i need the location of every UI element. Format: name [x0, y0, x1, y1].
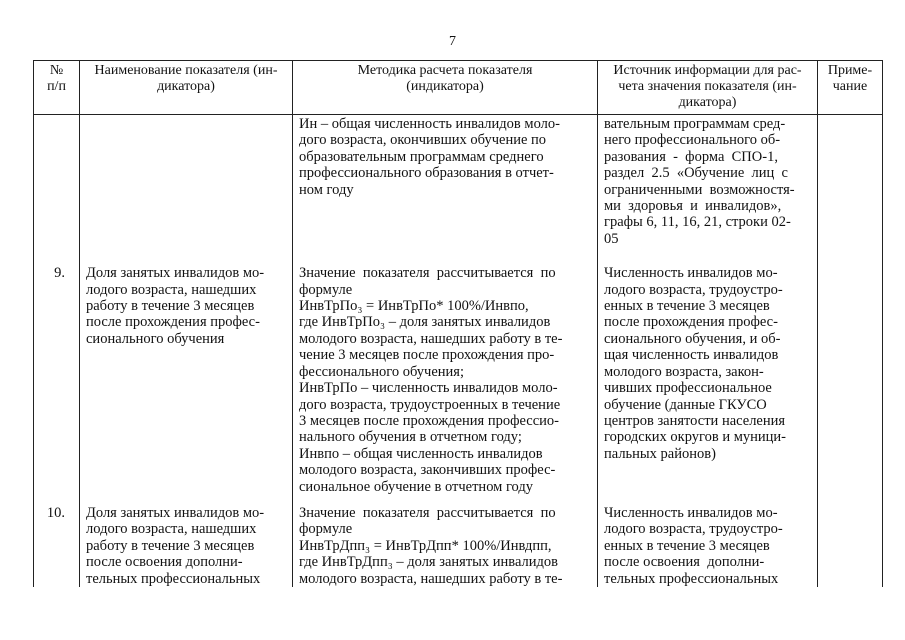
- indicators-table: [33, 60, 883, 587]
- row-number: [34, 115, 80, 266]
- header-source: Источник информации для рас- чета значения показателя (ин- дикатора): [598, 61, 818, 115]
- calculation-method-line: молодого возраста, нашедших работу в те-: [299, 570, 563, 587]
- calculation-method-line: ном году: [299, 181, 354, 198]
- calculation-method: [293, 505, 598, 587]
- row-number-text: 10.: [46, 504, 65, 521]
- information-source-line: енных в течение 3 месяцев: [604, 298, 770, 315]
- information-source-line: центров занятости населения: [604, 412, 786, 429]
- information-source-line: после прохождения профес-: [604, 314, 778, 331]
- table-row: [34, 115, 883, 266]
- information-source-line: него профессионального об-: [604, 132, 781, 149]
- calculation-method-line: Инвпо – общая численность инвалидов: [299, 445, 543, 462]
- information-source-line: сионального обучения, и об-: [604, 330, 781, 347]
- header-number: № п/п: [34, 61, 80, 115]
- calculation-method-line: профессионального образования в отчет-: [299, 165, 554, 182]
- information-source-line: ограниченными возможностя-: [604, 181, 795, 198]
- information-source-line: молодого возраста, закон-: [604, 363, 764, 380]
- information-source-line: тельных профессиональных: [604, 570, 779, 587]
- information-source-line: Численность инвалидов мо-: [604, 504, 778, 521]
- calculation-method-line: дого возраста, окончивших обучение по: [299, 132, 547, 149]
- calculation-method-line: нального обучения в отчетном году;: [299, 429, 522, 446]
- indicator-name-line: лодого возраста, нашедших: [86, 521, 257, 538]
- calculation-method: [293, 265, 598, 505]
- table-row: [34, 265, 883, 505]
- calculation-method-line: чение 3 месяцев после прохождения про-: [299, 347, 555, 364]
- indicator-name-line: сионального обучения: [86, 330, 225, 347]
- indicator-name-line: после освоения дополни-: [86, 554, 243, 571]
- information-source-line: раздел 2.5 «Обучение лиц с: [604, 165, 788, 182]
- calculation-method-line: дого возраста, трудоустроенных в течение: [299, 396, 561, 413]
- note: [818, 115, 883, 266]
- information-source-line: Численность инвалидов мо-: [604, 265, 778, 282]
- indicator-name-line: после прохождения профес-: [86, 314, 260, 331]
- header-indicator-name: Наименование показателя (ин- дикатора): [80, 61, 293, 115]
- table-row: [34, 505, 883, 587]
- calculation-method-line: формуле: [299, 521, 353, 538]
- row-number-text: 9.: [54, 265, 65, 282]
- calculation-method-line: 3 месяцев после прохождения профессио-: [299, 412, 560, 429]
- indicator-name-line: работу в течение 3 месяцев: [86, 537, 255, 554]
- information-source-line: городских округов и муници-: [604, 429, 787, 446]
- information-source-line: ми здоровья и инвалидов»,: [604, 198, 782, 215]
- information-source-line: вательным программам сред-: [604, 116, 786, 132]
- calculation-method-line: образовательным программам среднего: [299, 148, 544, 165]
- information-source-line: после освоения дополни-: [604, 554, 765, 571]
- information-source: [598, 505, 818, 587]
- information-source: [598, 115, 818, 266]
- indicator-name-line: Доля занятых инвалидов мо-: [86, 265, 265, 282]
- indicator-name-line: лодого возраста, нашедших: [86, 281, 257, 298]
- information-source-line: чивших профессиональное: [604, 380, 772, 397]
- note: [818, 505, 883, 587]
- calculation-method-line: где ИнвТрДпп₃ – доля занятых инвалидов: [299, 554, 558, 571]
- indicator-name: [80, 115, 293, 266]
- page-number: 7: [449, 34, 456, 49]
- calculation-method-line: сиональное обучение в отчетном году: [299, 478, 534, 495]
- calculation-method-line: Ин – общая численность инвалидов моло-: [299, 116, 560, 132]
- information-source-line: енных в течение 3 месяцев: [604, 537, 770, 554]
- information-source-line: графы 6, 11, 16, 21, строки 02-: [604, 214, 791, 231]
- information-source-line: лодого возраста, трудоустро-: [604, 281, 783, 298]
- calculation-method-line: молодого возраста, нашедших работу в те-: [299, 330, 563, 347]
- information-source-line: пальных районов): [604, 445, 716, 462]
- calculation-method-line: формуле: [299, 281, 353, 298]
- header-method: Методика расчета показателя (индикатора): [293, 61, 598, 115]
- indicator-name-line: Доля занятых инвалидов мо-: [86, 504, 265, 521]
- row-number: [34, 505, 80, 587]
- calculation-method: [293, 115, 598, 266]
- information-source: [598, 265, 818, 505]
- information-source-line: разования - форма СПО-1,: [604, 148, 778, 165]
- header-note: Приме- чание: [818, 61, 883, 115]
- table-header-row: [34, 61, 883, 115]
- indicator-name: [80, 505, 293, 587]
- indicator-name-line: тельных профессиональных: [86, 570, 261, 587]
- calculation-method-line: Значение показателя рассчитывается по: [299, 265, 556, 282]
- information-source-line: лодого возраста, трудоустро-: [604, 521, 783, 538]
- calculation-method-line: где ИнвТрПо₃ – доля занятых инвалидов: [299, 314, 551, 331]
- calculation-method-line: фессионального обучения;: [299, 363, 464, 380]
- calculation-method-line: Значение показателя рассчитывается по: [299, 504, 556, 521]
- information-source-line: обучение (данные ГКУСО: [604, 396, 767, 413]
- calculation-method-line: молодого возраста, закончивших профес-: [299, 462, 556, 479]
- indicator-name: [80, 265, 293, 505]
- information-source-line: щая численность инвалидов: [604, 347, 779, 364]
- note: [818, 265, 883, 505]
- calculation-method-line: ИнвТрДпп₃ = ИнвТрДпп* 100%/Инвдпп,: [299, 537, 552, 554]
- information-source-line: 05: [604, 230, 619, 247]
- calculation-method-line: ИнвТрПо₃ = ИнвТрПо* 100%/Инвпо,: [299, 298, 529, 315]
- indicator-name-line: работу в течение 3 месяцев: [86, 298, 255, 315]
- calculation-method-line: ИнвТрПо – численность инвалидов моло-: [299, 380, 558, 397]
- row-number: [34, 265, 80, 505]
